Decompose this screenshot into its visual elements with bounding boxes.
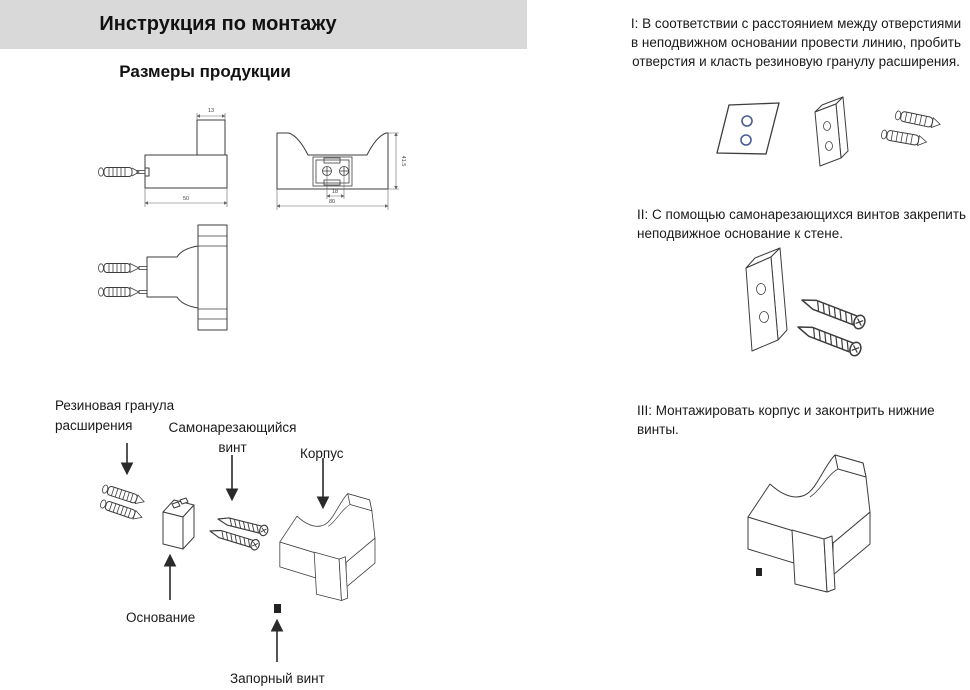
- label-expansion-plug: Резиновая гранула расширения: [55, 398, 175, 433]
- label-self-tapping-screw: Самонарезающийся винт: [168, 420, 297, 455]
- dimension-label-depth: 50: [182, 196, 190, 202]
- side-view-drawing: [99, 108, 228, 207]
- dimension-drawings: [80, 95, 420, 370]
- dimension-label-width: 80: [328, 199, 336, 205]
- locking-screw-part: [274, 604, 281, 613]
- label-body: Корпус: [300, 446, 344, 461]
- expansion-plug-part: [881, 129, 928, 147]
- locking-screw-part: [756, 568, 762, 576]
- section-title-dimensions: Размеры продукции: [119, 62, 291, 81]
- page-title: Инструкция по монтажу: [99, 13, 337, 35]
- label-base: Основание: [126, 610, 196, 625]
- dimension-label-height: 41.5: [400, 155, 406, 167]
- wall-marking-drawing: [717, 103, 779, 154]
- dimension-label-arm-width: 13: [207, 108, 215, 114]
- base-plate-drawing: [746, 248, 787, 351]
- drill-hole-mark: [742, 116, 752, 126]
- expansion-plug-part: [99, 499, 143, 522]
- step-1-illustration: [690, 88, 960, 193]
- drill-hole-mark: [741, 135, 751, 145]
- step-1-text: I: В соответствии с расстоянием между отверстиями в неподвижном основании провести линию, пробить отверстия и класть резиновую гранулу расширения.: [630, 16, 962, 69]
- base-part: [163, 498, 194, 549]
- step-3-text: III: Монтажировать корпус и законтрить нижние винты.: [637, 403, 935, 437]
- step-2-illustration: [730, 250, 910, 380]
- front-view-drawing: [277, 133, 406, 210]
- step-3-illustration: [720, 435, 970, 620]
- screw-part: [800, 294, 867, 331]
- expansion-plug-part: [895, 110, 942, 129]
- step-2-text: II: С помощью самонарезающихся винтов закрепить неподвижное основание к стене.: [637, 207, 967, 241]
- exploded-view-drawing: [40, 440, 400, 690]
- body-part: [280, 494, 375, 601]
- header: [0, 0, 527, 49]
- body-part: [748, 455, 870, 592]
- section-view-drawing: [99, 225, 228, 330]
- dimension-label-hole-spacing: 18: [331, 189, 339, 195]
- screw-part: [796, 321, 863, 358]
- label-locking-screw: Запорный винт: [230, 671, 325, 686]
- base-plate-drawing: [815, 97, 848, 166]
